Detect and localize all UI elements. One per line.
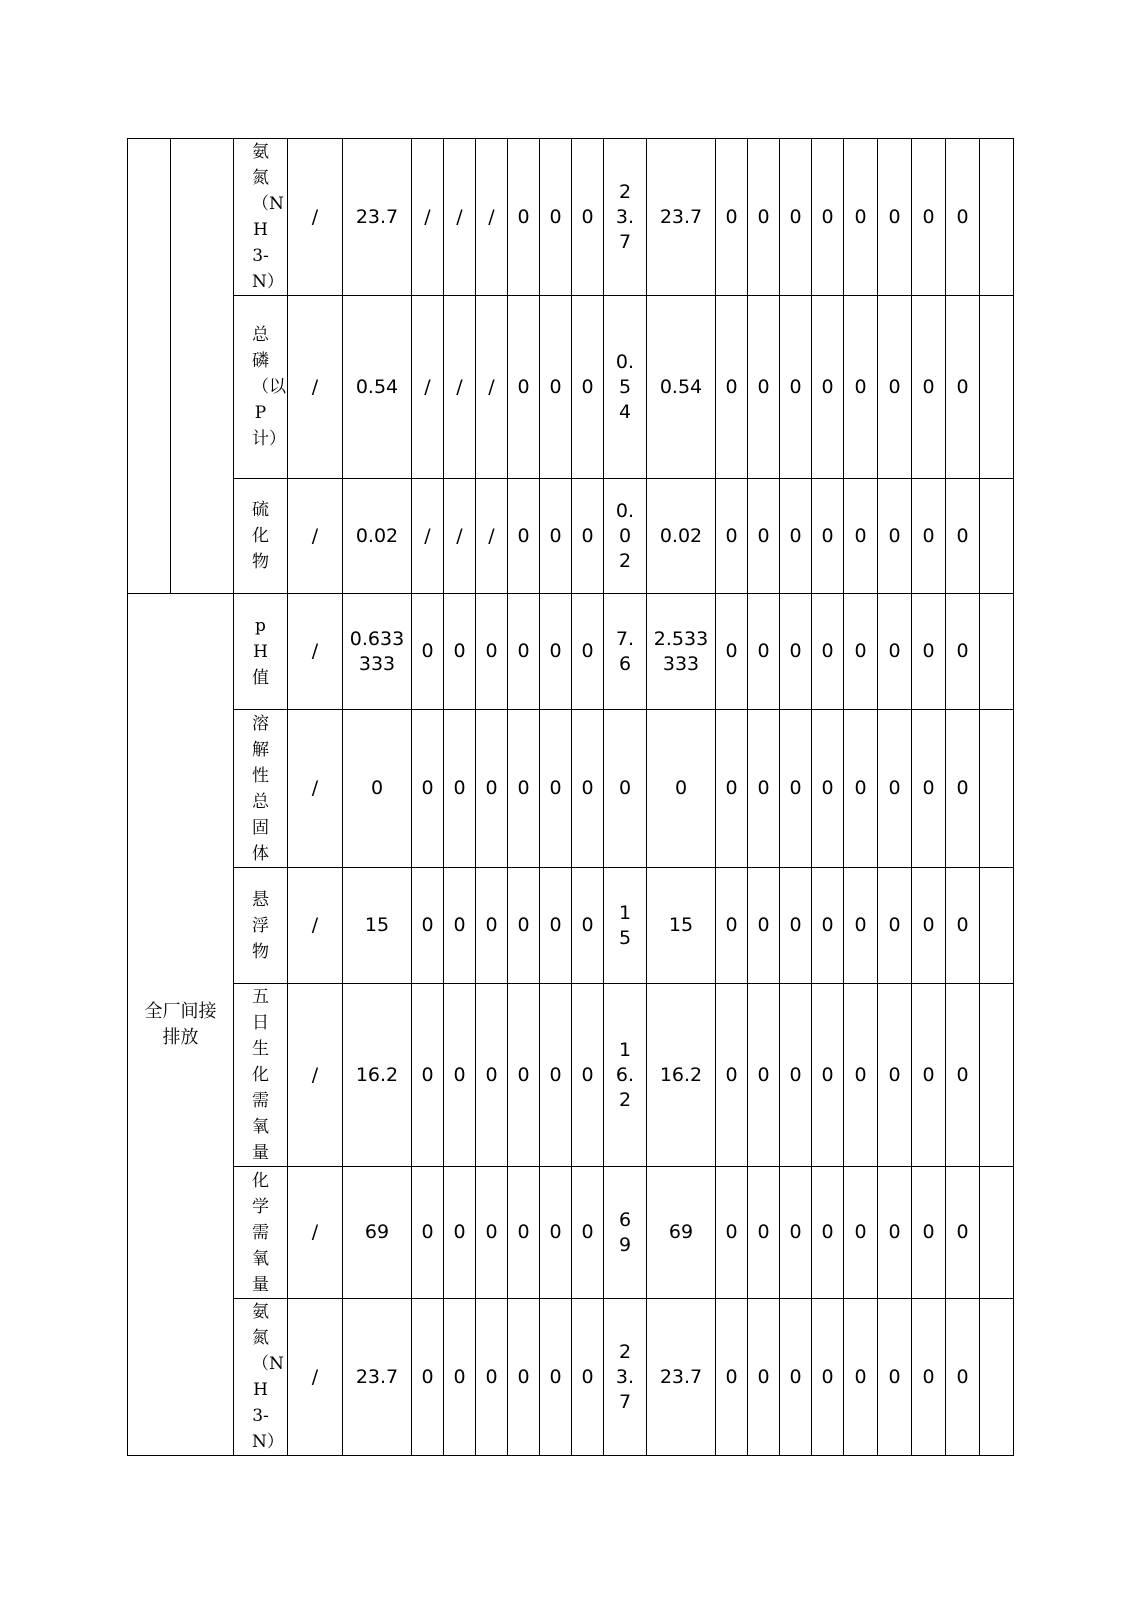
cell-total: 0	[647, 710, 716, 868]
cell-narrow: 7.6	[604, 594, 647, 710]
cell-z5: 0	[844, 984, 878, 1167]
cell-v4: 0	[508, 1299, 540, 1456]
cell-z7: 0	[912, 868, 946, 984]
cell-v3: 0	[476, 1167, 508, 1299]
table-row	[128, 1299, 1014, 1456]
cell-v3: 0	[476, 984, 508, 1167]
cell-v5: 0	[540, 1299, 572, 1456]
table-row	[128, 868, 1014, 984]
cell-z4: 0	[812, 594, 844, 710]
cell-total: 23.7	[647, 1299, 716, 1456]
cell-slash: /	[288, 1167, 343, 1299]
cell-z4: 0	[812, 984, 844, 1167]
cell-z8: 0	[946, 1299, 980, 1456]
cell-v6: 0	[572, 296, 604, 479]
cell-slash: /	[288, 139, 343, 296]
cell-v6: 0	[572, 594, 604, 710]
cell-v1: /	[412, 479, 444, 594]
cell-z6: 0	[878, 710, 912, 868]
cell-z5: 0	[844, 594, 878, 710]
cell-z2: 0	[748, 479, 780, 594]
cell-narrow: 15	[604, 868, 647, 984]
cell-v2: 0	[444, 1167, 476, 1299]
cell-z8: 0	[946, 139, 980, 296]
cell-blank	[980, 984, 1014, 1167]
pollutant-name: 悬浮物	[234, 868, 288, 984]
cell-v2: 0	[444, 984, 476, 1167]
cell-v4: 0	[508, 479, 540, 594]
pollutant-name: 氨氮（NH3-N）	[234, 139, 288, 296]
cell-z6: 0	[878, 1167, 912, 1299]
cell-z4: 0	[812, 868, 844, 984]
cell-v1: 0	[412, 1299, 444, 1456]
cell-v5: 0	[540, 868, 572, 984]
cell-v5: 0	[540, 296, 572, 479]
group-cell-upper-2	[171, 139, 234, 594]
cell-conc: 16.2	[343, 984, 412, 1167]
cell-narrow: 23.7	[604, 139, 647, 296]
cell-z6: 0	[878, 479, 912, 594]
cell-conc: 23.7	[343, 1299, 412, 1456]
pollutant-name: 氨氮（NH3-N）	[234, 1299, 288, 1456]
cell-z1: 0	[716, 594, 748, 710]
cell-z1: 0	[716, 479, 748, 594]
cell-v6: 0	[572, 984, 604, 1167]
cell-blank	[980, 139, 1014, 296]
cell-z7: 0	[912, 1167, 946, 1299]
cell-z5: 0	[844, 1167, 878, 1299]
cell-conc: 0.02	[343, 479, 412, 594]
group-cell-upper-1	[128, 139, 171, 594]
cell-conc: 15	[343, 868, 412, 984]
cell-v3: /	[476, 139, 508, 296]
cell-z3: 0	[780, 139, 812, 296]
cell-z8: 0	[946, 296, 980, 479]
cell-v4: 0	[508, 594, 540, 710]
table-row	[128, 1167, 1014, 1299]
cell-v4: 0	[508, 1167, 540, 1299]
cell-v3: 0	[476, 710, 508, 868]
cell-narrow: 69	[604, 1167, 647, 1299]
cell-z4: 0	[812, 1167, 844, 1299]
pollutant-name: 硫化物	[234, 479, 288, 594]
cell-total: 69	[647, 1167, 716, 1299]
cell-v2: 0	[444, 868, 476, 984]
cell-z5: 0	[844, 296, 878, 479]
cell-total: 2.533333	[647, 594, 716, 710]
cell-z2: 0	[748, 868, 780, 984]
cell-blank	[980, 868, 1014, 984]
cell-slash: /	[288, 868, 343, 984]
cell-z2: 0	[748, 984, 780, 1167]
cell-z3: 0	[780, 1167, 812, 1299]
cell-v1: 0	[412, 1167, 444, 1299]
cell-v2: /	[444, 296, 476, 479]
pollutant-name: pH值	[234, 594, 288, 710]
cell-blank	[980, 1299, 1014, 1456]
cell-z7: 0	[912, 139, 946, 296]
cell-z7: 0	[912, 984, 946, 1167]
cell-blank	[980, 710, 1014, 868]
cell-blank	[980, 479, 1014, 594]
cell-narrow: 0.54	[604, 296, 647, 479]
cell-v6: 0	[572, 479, 604, 594]
cell-v5: 0	[540, 984, 572, 1167]
cell-z7: 0	[912, 1299, 946, 1456]
table-body	[128, 139, 1014, 1456]
cell-z8: 0	[946, 868, 980, 984]
cell-v5: 0	[540, 1167, 572, 1299]
table-row	[128, 710, 1014, 868]
cell-z2: 0	[748, 594, 780, 710]
cell-conc: 0.54	[343, 296, 412, 479]
cell-conc: 69	[343, 1167, 412, 1299]
cell-total: 0.54	[647, 296, 716, 479]
cell-v3: 0	[476, 868, 508, 984]
cell-z5: 0	[844, 139, 878, 296]
cell-z3: 0	[780, 296, 812, 479]
cell-v1: 0	[412, 594, 444, 710]
cell-v2: 0	[444, 1299, 476, 1456]
cell-blank	[980, 296, 1014, 479]
cell-z3: 0	[780, 984, 812, 1167]
cell-slash: /	[288, 1299, 343, 1456]
table-row	[128, 296, 1014, 479]
cell-z3: 0	[780, 868, 812, 984]
cell-z2: 0	[748, 1167, 780, 1299]
cell-z1: 0	[716, 868, 748, 984]
cell-z3: 0	[780, 710, 812, 868]
cell-v4: 0	[508, 984, 540, 1167]
group-cell-plant-indirect-discharge: 全厂间接排放	[128, 594, 234, 1456]
cell-v3: /	[476, 479, 508, 594]
cell-v2: 0	[444, 594, 476, 710]
cell-v1: /	[412, 139, 444, 296]
cell-v3: 0	[476, 594, 508, 710]
cell-v2: 0	[444, 710, 476, 868]
table-row	[128, 139, 1014, 296]
cell-total: 16.2	[647, 984, 716, 1167]
cell-z8: 0	[946, 710, 980, 868]
cell-z1: 0	[716, 296, 748, 479]
cell-z5: 0	[844, 1299, 878, 1456]
cell-v5: 0	[540, 710, 572, 868]
cell-conc: 0.633333	[343, 594, 412, 710]
cell-z4: 0	[812, 139, 844, 296]
cell-z1: 0	[716, 139, 748, 296]
table-row	[128, 984, 1014, 1167]
cell-v4: 0	[508, 710, 540, 868]
cell-z7: 0	[912, 710, 946, 868]
cell-conc: 23.7	[343, 139, 412, 296]
cell-slash: /	[288, 594, 343, 710]
cell-blank	[980, 594, 1014, 710]
cell-z8: 0	[946, 479, 980, 594]
cell-slash: /	[288, 296, 343, 479]
cell-z3: 0	[780, 479, 812, 594]
cell-z8: 0	[946, 594, 980, 710]
cell-v6: 0	[572, 868, 604, 984]
cell-z1: 0	[716, 984, 748, 1167]
cell-z7: 0	[912, 594, 946, 710]
cell-z4: 0	[812, 710, 844, 868]
cell-v1: 0	[412, 710, 444, 868]
cell-v3: /	[476, 296, 508, 479]
pollutant-name: 溶解性总固体	[234, 710, 288, 868]
cell-z6: 0	[878, 984, 912, 1167]
cell-narrow: 23.7	[604, 1299, 647, 1456]
cell-v4: 0	[508, 139, 540, 296]
cell-v6: 0	[572, 1299, 604, 1456]
cell-slash: /	[288, 710, 343, 868]
cell-v1: 0	[412, 868, 444, 984]
cell-v1: 0	[412, 984, 444, 1167]
cell-total: 23.7	[647, 139, 716, 296]
cell-slash: /	[288, 984, 343, 1167]
cell-z2: 0	[748, 139, 780, 296]
cell-total: 0.02	[647, 479, 716, 594]
cell-z6: 0	[878, 139, 912, 296]
cell-z7: 0	[912, 479, 946, 594]
cell-z5: 0	[844, 479, 878, 594]
cell-z4: 0	[812, 296, 844, 479]
cell-v4: 0	[508, 296, 540, 479]
cell-blank	[980, 1167, 1014, 1299]
table-row	[128, 594, 1014, 710]
cell-z1: 0	[716, 710, 748, 868]
cell-z6: 0	[878, 1299, 912, 1456]
emissions-table	[127, 138, 1014, 1456]
cell-z3: 0	[780, 1299, 812, 1456]
cell-z5: 0	[844, 868, 878, 984]
table-row	[128, 479, 1014, 594]
cell-z6: 0	[878, 868, 912, 984]
cell-z4: 0	[812, 1299, 844, 1456]
cell-z4: 0	[812, 479, 844, 594]
cell-v5: 0	[540, 479, 572, 594]
cell-z1: 0	[716, 1299, 748, 1456]
pollutant-name: 化学需氧量	[234, 1167, 288, 1299]
cell-v2: /	[444, 479, 476, 594]
cell-z8: 0	[946, 1167, 980, 1299]
cell-v6: 0	[572, 710, 604, 868]
cell-z6: 0	[878, 594, 912, 710]
cell-z7: 0	[912, 296, 946, 479]
cell-slash: /	[288, 479, 343, 594]
cell-narrow: 16.2	[604, 984, 647, 1167]
cell-z6: 0	[878, 296, 912, 479]
cell-v6: 0	[572, 1167, 604, 1299]
cell-narrow: 0.02	[604, 479, 647, 594]
cell-narrow: 0	[604, 710, 647, 868]
cell-v4: 0	[508, 868, 540, 984]
cell-z2: 0	[748, 296, 780, 479]
cell-z2: 0	[748, 1299, 780, 1456]
cell-z2: 0	[748, 710, 780, 868]
cell-v2: /	[444, 139, 476, 296]
cell-v5: 0	[540, 594, 572, 710]
cell-conc: 0	[343, 710, 412, 868]
pollutant-name: 总磷（以P计）	[234, 296, 288, 479]
cell-total: 15	[647, 868, 716, 984]
cell-z5: 0	[844, 710, 878, 868]
cell-v6: 0	[572, 139, 604, 296]
cell-v3: 0	[476, 1299, 508, 1456]
cell-z8: 0	[946, 984, 980, 1167]
cell-v5: 0	[540, 139, 572, 296]
cell-v1: /	[412, 296, 444, 479]
cell-z3: 0	[780, 594, 812, 710]
cell-z1: 0	[716, 1167, 748, 1299]
pollutant-name: 五日生化需氧量	[234, 984, 288, 1167]
